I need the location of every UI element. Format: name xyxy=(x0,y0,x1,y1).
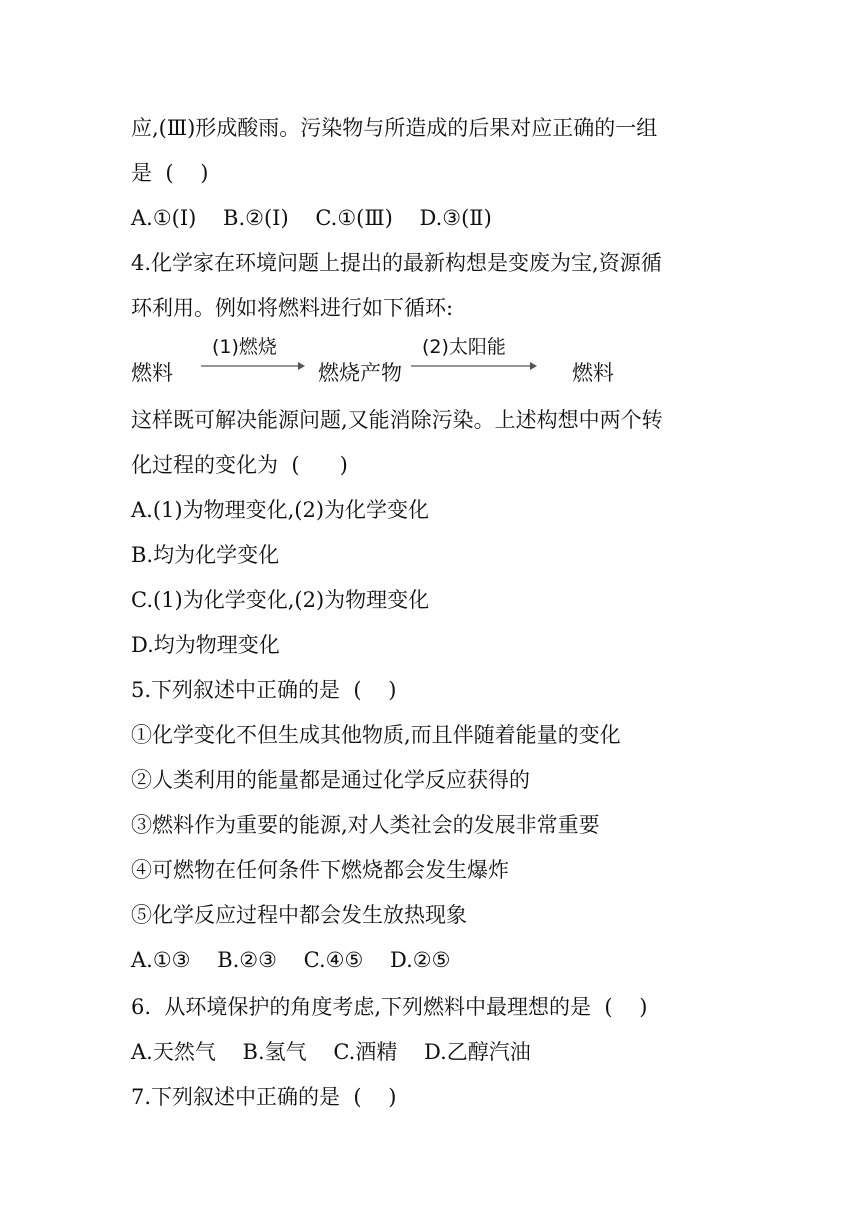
cycle-end-fuel: 燃料 xyxy=(572,361,614,385)
q4-stem-continued: 环利用。例如将燃料进行如下循环: xyxy=(131,296,454,320)
q5-stem: 5.下列叙述中正确的是 ( ) xyxy=(131,678,397,702)
q5-statement-1: ①化学变化不但生成其他物质,而且伴随着能量的变化 xyxy=(131,723,621,747)
q5-statement-2: ②人类利用的能量都是通过化学反应获得的 xyxy=(131,768,530,792)
q4-option-b: B.均为化学变化 xyxy=(131,543,280,567)
q6-stem: 6. 从环境保护的角度考虑,下列燃料中最理想的是 ( ) xyxy=(131,995,648,1019)
arrow-2-head xyxy=(530,362,537,370)
cycle-combustion-products: 燃烧产物 xyxy=(318,361,402,385)
q5-statement-5: ⑤化学反应过程中都会发生放热现象 xyxy=(131,903,467,927)
q4-stem: 4.化学家在环境问题上提出的最新构想是变废为宝,资源循 xyxy=(131,251,662,275)
q5-statement-4: ④可燃物在任何条件下燃烧都会发生爆炸 xyxy=(131,858,509,882)
q4-option-a: A.(1)为物理变化,(2)为化学变化 xyxy=(131,498,430,522)
q3-options: A.①(Ⅰ) B.②(Ⅰ) C.①(Ⅲ) D.③(Ⅱ) xyxy=(131,206,492,230)
q4-option-c: C.(1)为化学变化,(2)为物理变化 xyxy=(131,588,430,612)
arrow-1-head xyxy=(298,362,305,370)
q3-answer-blank: 是 ( ) xyxy=(131,161,209,185)
q7-stem: 7.下列叙述中正确的是 ( ) xyxy=(131,1085,397,1109)
q5-options: A.①③ B.②③ C.④⑤ D.②⑤ xyxy=(131,948,451,972)
step1-label: (1)燃烧 xyxy=(212,336,277,358)
step2-label: (2)太阳能 xyxy=(422,336,506,358)
q6-options: A.天然气 B.氢气 C.酒精 D.乙醇汽油 xyxy=(131,1040,531,1064)
q4-question: 化过程的变化为 ( ) xyxy=(131,453,348,477)
q5-statement-3: ③燃料作为重要的能源,对人类社会的发展非常重要 xyxy=(131,813,600,837)
fuel-cycle-diagram xyxy=(0,330,860,390)
cycle-start-fuel: 燃料 xyxy=(131,361,173,385)
q4-explanation: 这样既可解决能源问题,又能消除污染。上述构想中两个转 xyxy=(131,408,663,432)
q4-option-d: D.均为物理变化 xyxy=(131,633,280,657)
q3-text-continued: 应,(Ⅲ)形成酸雨。污染物与所造成的后果对应正确的一组 xyxy=(131,116,658,140)
